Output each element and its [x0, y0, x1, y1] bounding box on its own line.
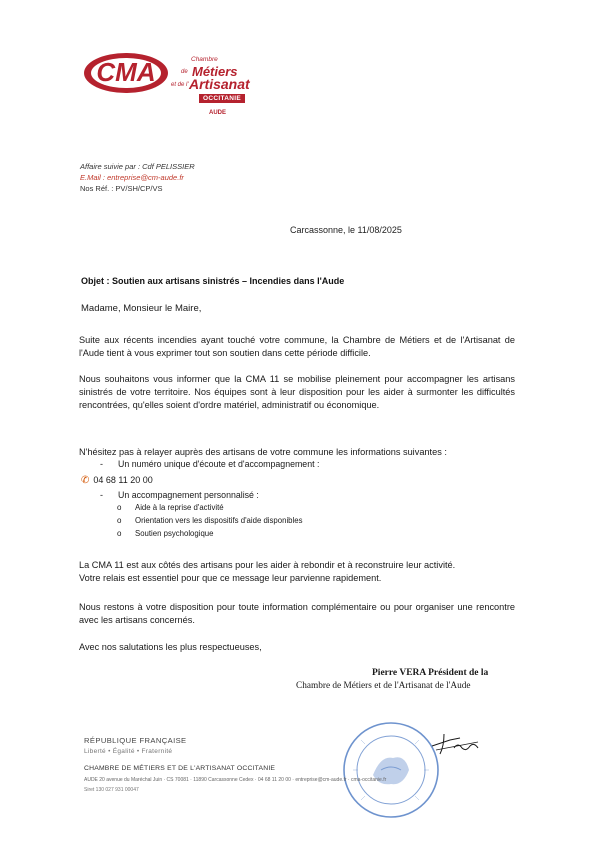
svg-text:CMA: CMA: [96, 57, 156, 87]
paragraph-1: Suite aux récents incendies ayant touché votre commune, la Chambre de Métiers et de l'Artisanat de l'Aude tient à vous exprimer tout son soutien dans cette période difficile.: [79, 335, 515, 358]
salutation: Madame, Monsieur le Maire,: [81, 303, 202, 314]
official-stamp: [341, 720, 441, 820]
republique-francaise: RÉPUBLIQUE FRANÇAISE: [84, 736, 187, 745]
logo-et-de: et de l': [171, 82, 189, 88]
footer-address: AUDE 20 avenue du Maréchal Juin · CS 70081 · 11890 Carcassonne Cedex · 04 68 11 20 00 · entreprise@cm-aude.fr · cma-occitanie.fr: [84, 777, 387, 783]
logo-chambre: Chambre: [191, 56, 218, 63]
footer-chambre: CHAMBRE DE MÉTIERS ET DE L'ARTISANAT OCCITANIE: [84, 765, 276, 772]
list-item-accompagnement: Un accompagnement personnalisé :: [118, 490, 259, 500]
date-line: Carcassonne, le 11/08/2025: [290, 225, 402, 235]
signatory-name: Pierre VERA Président de la: [372, 668, 489, 678]
sub-bullet: o: [117, 529, 122, 538]
logo-region-badge: OCCITANIE: [199, 94, 245, 103]
logo-metiers: Métiers: [192, 64, 238, 79]
logo-artisanat: Artisanat: [189, 76, 250, 92]
logo-de: de: [181, 69, 188, 75]
paragraph-5: Nous restons à votre disposition pour toute information complémentaire ou pour organiser une rencontre avec les artisans concernés.: [79, 602, 515, 625]
reference-nos-ref: Nos Réf. : PV/SH/CP/VS: [80, 184, 163, 193]
paragraph-4b: Votre relais est essentiel pour que ce message leur parvienne rapidement.: [79, 573, 382, 583]
reference-email[interactable]: E.Mail : entreprise@cm-aude.fr: [80, 173, 184, 182]
sub-bullet: o: [117, 503, 122, 512]
paragraph-3: N'hésitez pas à relayer auprès des artisans de votre commune les informations suivantes :: [79, 447, 447, 457]
handwritten-signature: [430, 728, 485, 758]
phone-number[interactable]: 04 68 11 20 00: [93, 475, 153, 485]
phone-icon: ✆: [81, 475, 90, 486]
list-bullet: -: [100, 490, 103, 500]
republic-motto: Liberté • Égalité • Fraternité: [84, 748, 173, 755]
footer-siret: Siret 130 027 931 00047: [84, 787, 139, 793]
reference-block: [80, 161, 195, 194]
list-item-ecoute: Un numéro unique d'écoute et d'accompagnement :: [118, 459, 320, 469]
cma-logo-mark: [82, 50, 170, 96]
phone-line: [81, 475, 153, 486]
affaire-suivie: Affaire suivie par : Cdf PELISSIER: [80, 162, 195, 171]
sub-item-orientation: Orientation vers les dispositifs d'aide disponibles: [135, 516, 303, 525]
list-bullet: -: [100, 459, 103, 469]
sub-item-reprise: Aide à la reprise d'activité: [135, 503, 224, 512]
signatory-title: Chambre de Métiers et de l'Artisanat de l'Aude: [296, 681, 471, 691]
logo-dept: AUDE: [209, 110, 227, 116]
cma-logo: [82, 50, 272, 130]
object-line: Objet : Soutien aux artisans sinistrés – Incendies dans l'Aude: [81, 276, 345, 286]
closing-line: Avec nos salutations les plus respectueuses,: [79, 642, 262, 652]
paragraph-2: Nous souhaitons vous informer que la CMA 11 se mobilise pleinement pour accompagner les artisans sinistrés de votre territoire. Nos équipes sont à leur disposition pour les aider à surmonter les difficultés rencontrées, qu'elles soient d'ordre matériel, administratif ou économique.: [79, 374, 515, 410]
paragraph-4a: La CMA 11 est aux côtés des artisans pour les aider à rebondir et à reconstruire leur activité.: [79, 560, 456, 570]
sub-item-soutien: Soutien psychologique: [135, 529, 214, 538]
sub-bullet: o: [117, 516, 122, 525]
